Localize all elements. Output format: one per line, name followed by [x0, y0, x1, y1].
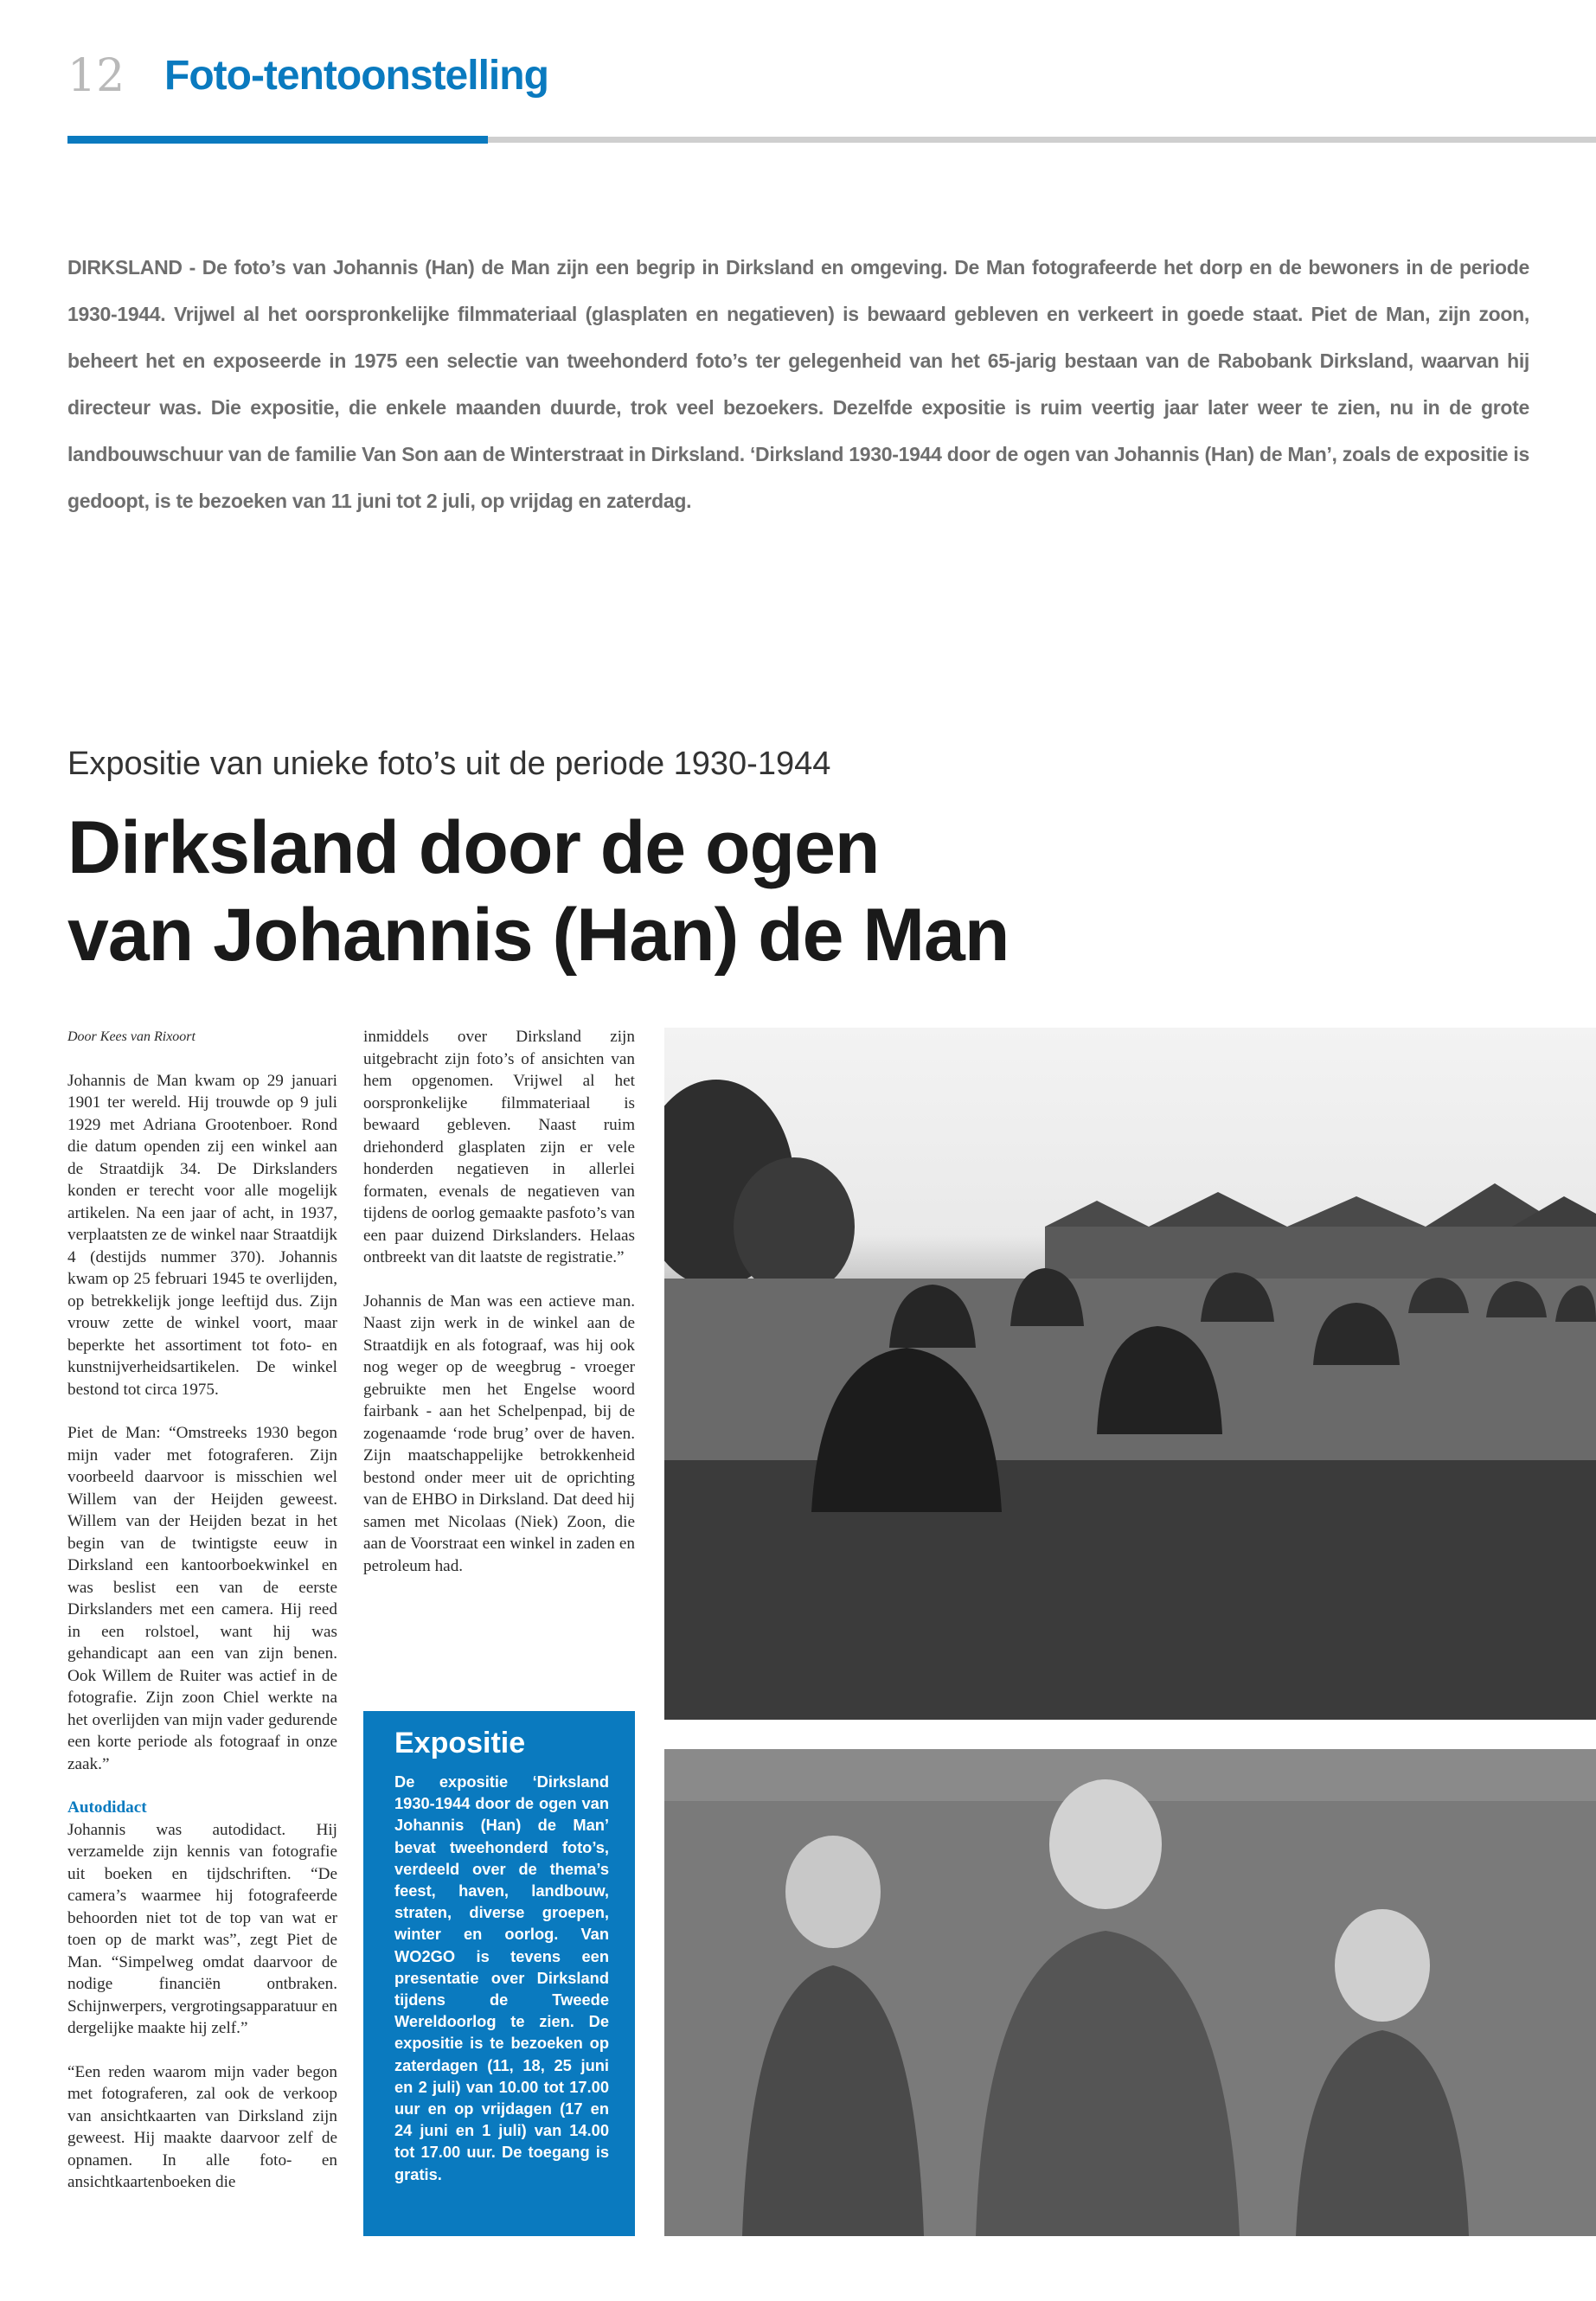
photo-boys-illustration	[664, 1749, 1596, 2236]
article-column-1	[67, 1026, 337, 2215]
paragraph: “Een reden waarom mijn vader begon met fotograferen, zal ook de verkoop van ansichtkaarten van Dirksland zijn geweest. Hij maakte daarvoor zelf de opnamen. In alle foto- en ansichtkaartenboeken die	[67, 2062, 337, 2191]
sidebar-title: Expositie	[394, 1727, 526, 1759]
article-headline	[67, 804, 1106, 979]
section-title: Foto-tentoonstelling	[164, 53, 548, 99]
sidebar-text: De expositie ‘Dirksland 1930-1944 door de ogen van Johannis (Han) de Man’ bevat tweehonderd foto’s, verdeeld over de thema’s feest, haven, landbouw, straten, diverse groepen, winter en oorlog. Van WO2GO is tevens een presentatie over Dirksland tijdens de Tweede Wereldoorlog te zien. De expositie is te bezoeken op zaterdagen (11, 18, 25 juni en 2 juli) van 10.00 tot 17.00 uur en op vrijdagen (17 en 24 juni en 1 juli) van 14.00 tot 17.00 uur. De toegang is gratis.	[394, 1772, 609, 2183]
paragraph: Piet de Man: “Omstreeks 1930 begon mijn vader met fotograferen. Zijn voorbeeld daarvoor is misschien wel Willem van der Heijden geweest. Willem van der Heijden bezat in het begin van de twintigste eeuw in Dirksland een kantoorboekwinkel en was beslist een van de eerste Dirkslanders met een camera. Hij reed in een rolstoel, want hij was gehandicapt aan een van zijn benen. Ook Willem de Ruiter was actief in de fotografie. Zijn zoon Chiel werkte na het overlijden van mijn vader gedurende een korte periode als fotograaf in onze zaak.”	[67, 1424, 337, 1773]
intro-paragraph: DIRKSLAND - De foto’s van Johannis (Han) de Man zijn een begrip in Dirksland en omgeving. De Man fotografeerde het dorp en de bewoners in de periode 1930-1944. Vrijwel al het oorspronkelijke filmmateriaal (glasplaten en negatieven) is bewaard gebleven en verkeert in goede staat. Piet de Man, zijn zoon, beheert het en exposeerde in 1975 een selectie van tweehonderd foto’s ter gelegenheid van het 65-jarig bestaan van de Rabobank Dirksland, waarvan hij directeur was. Die expositie, die enkele maanden duurde, trok veel bezoekers. Dezelfde expositie is ruim veertig jaar later weer te zien, nu in de grote landbouwschuur van de familie Van Son aan de Winterstraat in Dirksland. ‘Dirksland 1930-1944 door de ogen van Johannis (Han) de Man’, zoals de expositie is gedoopt, is te bezoeken van 11 juni tot 2 juli, op vrijdag en zaterdag.	[67, 256, 1529, 512]
headline-line-1: Dirksland door de ogen	[67, 806, 880, 889]
subheading: Autodidact	[67, 1798, 147, 1817]
header-rule-accent	[67, 136, 488, 144]
photo-haystacks-illustration	[664, 1028, 1596, 1720]
page-number: 12	[67, 50, 125, 102]
exhibition-sidebar	[363, 1711, 635, 2236]
paragraph: Johannis de Man was een actieve man. Naast zijn werk in de winkel aan de Straatdijk en als fotograaf, was hij ook nog weger op de weegbrug - vroeger gebruikte men het Engelse woord fairbank - aan het Schelpenpad, bij de zogenaamde ‘rode brug’ over de haven. Zijn maatschappelijke betrokkenheid bestond onder meer uit de oprichting van de EHBO in Dirksland. Dat deed hij samen met Nicolaas (Niek) Zoon, die aan de Voorstraat een winkel in zaden en petroleum had.	[363, 1292, 635, 1575]
article-kicker: Expositie van unieke foto’s uit de periode 1930-1944	[67, 746, 831, 782]
byline: Door Kees van Rixoort	[67, 1029, 195, 1044]
paragraph: Johannis was autodidact. Hij verzamelde zijn kennis van fotografie uit boeken en tijdschriften. “De camera’s waarmee hij fotografeerde behoorden niet tot de top van wat er toen op de markt was”, zegt Piet de Man. “Simpelweg omdat daarvoor de nodige financiën ontbraken. Schijnwerpers, vergrotingsapparatuur en dergelijke maakte hij zelf.”	[67, 1820, 337, 2037]
headline-line-2: van Johannis (Han) de Man	[67, 894, 1010, 977]
article-column-2	[363, 1026, 635, 1599]
paragraph: inmiddels over Dirksland zijn uitgebracht zijn foto’s of ansichten van hem opgenomen. Vrijwel al het oorspronkelijke filmmateriaal is bewaard gebleven. Naast ruim driehonderd glasplaten zijn er vele honderden negatieven in allerlei formaten, evenals de negatieven van tijdens de oorlog gemaakte pasfoto’s van een paar duizend Dirkslanders. Helaas ontbreekt van dit laatste de registratie.”	[363, 1028, 635, 1266]
photo-three-boys	[664, 1749, 1596, 2236]
photo-haystacks-field	[664, 1028, 1596, 1720]
paragraph: Johannis de Man kwam op 29 januari 1901 ter wereld. Hij trouwde op 9 juli 1929 met Adriana Grootenboer. Rond die datum openden zij een winkel aan de Straatdijk 34. De Dirkslanders konden er terecht voor alle mogelijk artikelen. Na een jaar of acht, in 1937, verplaatsten ze de winkel naar Straatdijk 4 (destijds nummer 370). Johannis kwam op 25 februari 1945 te overlijden, op betrekkelijk jonge leeftijd dus. Zijn vrouw zette de winkel voort, maar beperkte het assortiment tot foto- en kunstnijverheidsartikelen. De winkel bestond tot circa 1975.	[67, 1071, 337, 1399]
